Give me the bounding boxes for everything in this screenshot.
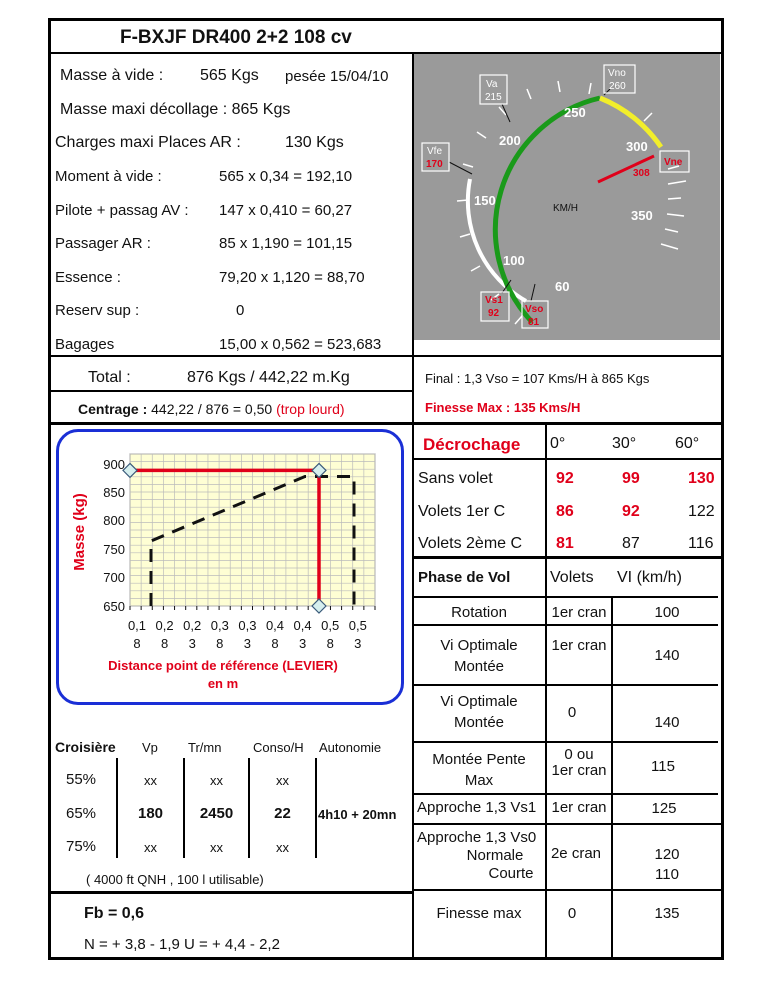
moment-value: 565 x 0,34 = 192,10 — [219, 168, 353, 185]
stall-value: 99 — [622, 470, 640, 487]
vne-value: 308 — [633, 168, 650, 179]
chart-ticks — [130, 606, 375, 610]
chart-x-axis-unit: en m — [207, 676, 239, 691]
phase-row-volets: 0 — [567, 704, 577, 721]
finesse-text: Finesse Max : 135 Kms/H — [425, 400, 581, 415]
x-tick-label: 0,5 — [321, 618, 340, 633]
x-tick-label: 0,3 — [210, 618, 229, 633]
phase-row-label: Rotation — [451, 604, 507, 621]
x-tick-label: 3 — [354, 636, 362, 651]
fb-load-factors: N = + 3,8 - 1,9 U = + 4,4 - 2,2 — [84, 936, 280, 953]
vfe-label: Vfe — [427, 146, 443, 157]
x-tick-label: 0,4 — [293, 618, 312, 633]
phase-row-label: Montée — [453, 714, 505, 731]
vso-label: Vso — [525, 304, 544, 315]
x-tick-label: 3 — [298, 636, 307, 651]
vs1-label: Vs1 — [485, 295, 503, 306]
phase-row-line — [412, 624, 718, 626]
moment-label: Moment à vide : — [55, 168, 162, 185]
cruise-rpm: 2450 — [199, 805, 234, 822]
stall-row-label: Volets 2ème C — [418, 535, 523, 552]
cruise-vp: xx — [144, 773, 157, 788]
stall-value: 92 — [622, 503, 640, 520]
fb-line — [48, 891, 414, 894]
phase-header-volets: Volets — [550, 569, 594, 586]
total-bottom-line — [48, 390, 414, 392]
cruise-conso: xx — [276, 840, 289, 855]
moment-label: Passager AR : — [55, 235, 151, 252]
phase-row-volets: 2e cran — [550, 845, 602, 862]
cruise-autonomy: 4h10 + 20mn — [318, 807, 397, 822]
phase-row-vi: 110 — [655, 866, 679, 883]
x-tick-label: 8 — [271, 636, 279, 651]
phase-row-vi: 140 — [654, 647, 680, 664]
cruise-row-pct: 65% — [66, 805, 97, 822]
asi-bottom-line — [412, 355, 724, 357]
moment-value: 85 x 1,190 = 101,15 — [219, 235, 353, 252]
y-tick-label: 800 — [103, 513, 125, 528]
centrage-label: Centrage : — [78, 401, 148, 417]
stall-value: 86 — [556, 503, 574, 520]
stall-row-label: Sans volet — [418, 470, 493, 487]
stall-value: 87 — [622, 535, 640, 552]
rear-load-label: Charges maxi Places AR : — [55, 134, 241, 151]
page-title: F-BXJF DR400 2+2 108 cv — [120, 27, 352, 48]
phase-row-volets: 0 ou — [564, 746, 594, 763]
moment-label: Bagages — [55, 336, 115, 353]
phase-row-vi: 125 — [651, 800, 677, 817]
vno-label: Vno — [608, 68, 626, 79]
asi-scale-60: 60 — [555, 279, 570, 294]
va-label: Va — [486, 79, 498, 90]
mtow: Masse maxi décollage : 865 Kgs — [60, 101, 291, 118]
empty-weight-label: Masse à vide : — [60, 67, 164, 84]
cruise-conso: xx — [276, 773, 289, 788]
cruise-row-pct: 55% — [66, 771, 97, 788]
cruise-header: Croisière — [55, 739, 116, 755]
cruise-row-pct: 75% — [66, 838, 97, 855]
phase-row-label: Vi Optimale — [440, 637, 518, 654]
rear-load-value: 130 Kgs — [285, 134, 344, 151]
y-tick-label: 850 — [103, 485, 125, 500]
moment-label: Pilote + passag AV : — [55, 202, 189, 219]
phase-row-line — [412, 741, 718, 743]
phase-row-label: Vi Optimale — [440, 693, 518, 710]
phase-row-vi: 140 — [654, 714, 680, 731]
chart-x-axis-label: Distance point de référence (LEVIER) — [108, 658, 338, 673]
cruise-header: Vp — [142, 740, 158, 755]
phase-row-volets: 0 — [567, 905, 577, 922]
phase-row-volets: 1er cran — [551, 762, 607, 779]
centrage-value: 442,22 / 876 = 0,50 — [147, 401, 277, 417]
x-tick-label: 3 — [188, 636, 196, 651]
x-tick-label: 0,4 — [265, 618, 285, 633]
stall-value: 81 — [556, 535, 574, 552]
cruise-rpm: xx — [210, 773, 223, 788]
stall-col-0: 0° — [550, 435, 566, 452]
phase-row-volets: 1er cran — [551, 637, 607, 654]
stall-header: Décrochage — [423, 435, 521, 454]
phase-row-label: Montée Pente — [432, 751, 526, 768]
phase-row-label: Approche 1,3 Vs1 — [417, 799, 537, 816]
asi-scale-150: 150 — [474, 193, 496, 208]
moment-label: Essence : — [55, 269, 121, 286]
phase-row-label: Max — [464, 772, 494, 789]
stall-value: 92 — [556, 470, 574, 487]
final-approach-text: Final : 1,3 Vso = 107 Kms/H à 865 Kgs — [425, 371, 650, 386]
vs1-value: 92 — [488, 308, 500, 319]
x-tick-label: 3 — [243, 636, 252, 651]
asi-unit: KM/H — [553, 203, 578, 214]
vne-label: Vne — [664, 157, 683, 168]
stall-value: 116 — [688, 535, 714, 552]
x-tick-label: 8 — [160, 636, 169, 651]
centrage-note: (trop lourd) — [276, 401, 345, 417]
asi-scale-250: 250 — [564, 105, 586, 120]
x-tick-label: 0,1 — [127, 618, 147, 633]
cruise-rpm: xx — [210, 840, 223, 855]
airspeed-indicator — [414, 54, 720, 340]
cruise-vp: xx — [144, 840, 157, 855]
cruise-note: ( 4000 ft QNH , 100 l utilisable) — [86, 872, 264, 887]
cruise-conso: 22 — [274, 805, 291, 822]
phase-row-vi: 115 — [651, 758, 675, 775]
left-mid-line — [48, 422, 724, 425]
stall-col-line — [545, 425, 547, 558]
stall-col-30: 30° — [612, 435, 637, 452]
fb-title: Fb = 0,6 — [84, 905, 145, 922]
asi-scale-200: 200 — [499, 133, 521, 148]
moment-value: 15,00 x 0,562 = 523,683 — [219, 336, 382, 353]
y-tick-label: 650 — [103, 599, 125, 614]
x-tick-label: 0,5 — [348, 618, 367, 633]
phase-row-vi: 100 — [654, 604, 680, 621]
phase-row-line — [412, 889, 724, 891]
phase-row-vi: 135 — [654, 905, 680, 922]
vso-value: 81 — [528, 317, 540, 328]
weighed-date: pesée 15/04/10 — [285, 68, 389, 85]
phase-row-vi: 120 — [654, 846, 680, 863]
phase-row-line — [412, 823, 724, 825]
asi-face — [414, 54, 720, 340]
phase-header-vi: VI (km/h) — [617, 569, 682, 586]
total-value: 876 Kgs / 442,22 m.Kg — [187, 369, 350, 386]
total-line — [48, 355, 414, 357]
phase-row-line — [412, 793, 718, 795]
asi-scale-300: 300 — [626, 139, 648, 154]
y-tick-label: 900 — [103, 457, 125, 472]
y-tick-label: 700 — [103, 570, 125, 585]
asi-scale-100: 100 — [503, 253, 525, 268]
cruise-vp: 180 — [137, 805, 164, 822]
cruise-col-line — [315, 758, 317, 858]
y-tick-label: 750 — [103, 542, 125, 557]
stall-header-line — [412, 458, 724, 460]
x-tick-label: 0,2 — [155, 618, 174, 633]
stall-value: 130 — [688, 470, 715, 487]
vno-value: 260 — [609, 81, 626, 92]
phase-row-line — [412, 596, 718, 598]
phase-row-label: Courte — [488, 865, 534, 882]
cruise-header: Autonomie — [319, 740, 382, 755]
x-tick-label: 0,3 — [238, 618, 257, 633]
phase-header: Phase de Vol — [418, 569, 511, 586]
x-tick-label: 8 — [133, 636, 141, 651]
x-tick-label: 8 — [326, 636, 334, 651]
stall-row-label: Volets 1er C — [418, 503, 506, 520]
chart-y-axis-label: Masse (kg) — [71, 493, 88, 571]
moment-label: Reserv sup : — [55, 302, 140, 319]
stall-value: 122 — [688, 503, 715, 520]
va-value: 215 — [485, 92, 502, 103]
phase-row-line — [412, 684, 718, 686]
centrage — [78, 401, 345, 417]
empty-weight-value: 565 Kgs — [200, 67, 259, 84]
phase-row-volets: 1er cran — [551, 799, 607, 816]
phase-row-volets: 1er cran — [551, 604, 607, 621]
phase-row-label: Finesse max — [436, 905, 522, 922]
cruise-header: Tr/mn — [188, 740, 222, 755]
stall-col-60: 60° — [675, 435, 700, 452]
moment-value: 0 — [236, 302, 245, 319]
moment-value: 147 x 0,410 = 60,27 — [219, 202, 353, 219]
moment-value: 79,20 x 1,120 = 88,70 — [219, 269, 365, 286]
x-tick-label: 0,2 — [183, 618, 202, 633]
phase-row-label: Normale — [466, 847, 524, 864]
x-tick-label: 8 — [216, 636, 224, 651]
stall-bottom-line — [412, 556, 724, 559]
cruise-header: Conso/H — [253, 740, 304, 755]
cg-envelope-chart — [60, 432, 400, 702]
total-label: Total : — [88, 369, 131, 386]
phase-row-label: Montée — [453, 658, 505, 675]
asi-scale-350: 350 — [631, 208, 653, 223]
phase-row-label: Approche 1,3 Vs0 — [417, 829, 537, 846]
vfe-value: 170 — [426, 159, 443, 170]
